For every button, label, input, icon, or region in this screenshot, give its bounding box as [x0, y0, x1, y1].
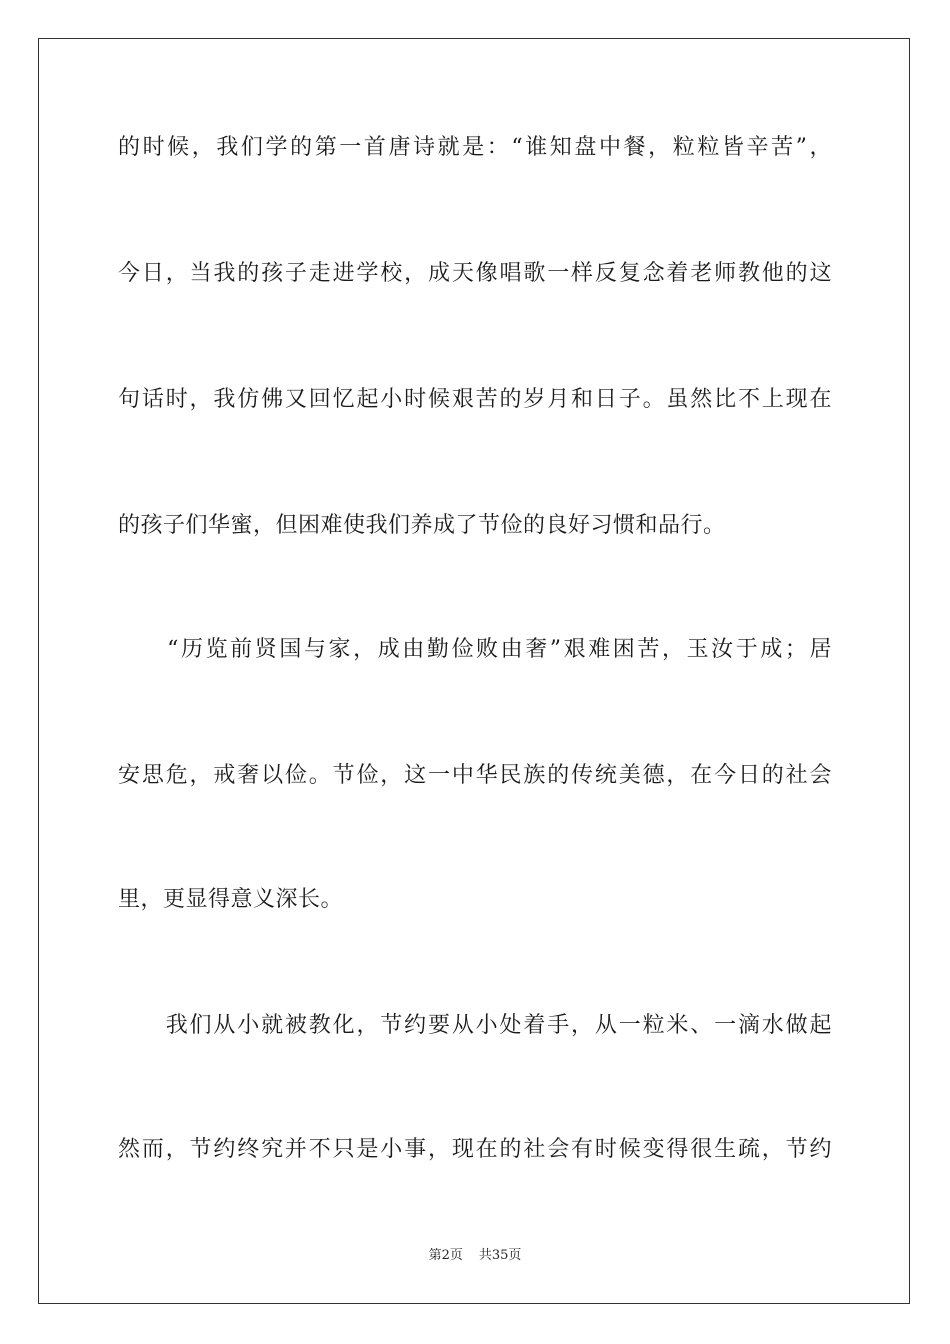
text-line: 句话时，我仿佛又回忆起小时候艰苦的岁月和日子。虽然比不上现在 [118, 387, 832, 412]
page-number: 第2页 [428, 1248, 463, 1263]
page-total: 共35页 [478, 1248, 522, 1263]
text-line: 我们从小就被教化，节约要从小处着手，从一粒米、一滴水做起 [118, 1013, 832, 1038]
page-frame [38, 38, 910, 1304]
text-line: 然而，节约终究并不只是小事，现在的社会有时候变得很生疏，节约 [118, 1137, 832, 1162]
text-line: “历览前贤国与家，成由勤俭败由奢”艰难困苦，玉汝于成；居 [118, 637, 832, 662]
page-footer [0, 1246, 950, 1266]
text-line: 今日，当我的孩子走进学校，成天像唱歌一样反复念着老师教他的这 [118, 261, 832, 286]
text-line: 里，更显得意义深长。 [118, 887, 344, 912]
text-line: 安思危，戒奢以俭。节俭，这一中华民族的传统美德，在今日的社会 [118, 763, 832, 788]
text-line: 的时候，我们学的第一首唐诗就是：“谁知盘中餐，粒粒皆辛苦”， [118, 135, 832, 160]
text-line: 的孩子们华蜜，但困难使我们养成了节俭的良好习惯和品行。 [118, 513, 726, 538]
